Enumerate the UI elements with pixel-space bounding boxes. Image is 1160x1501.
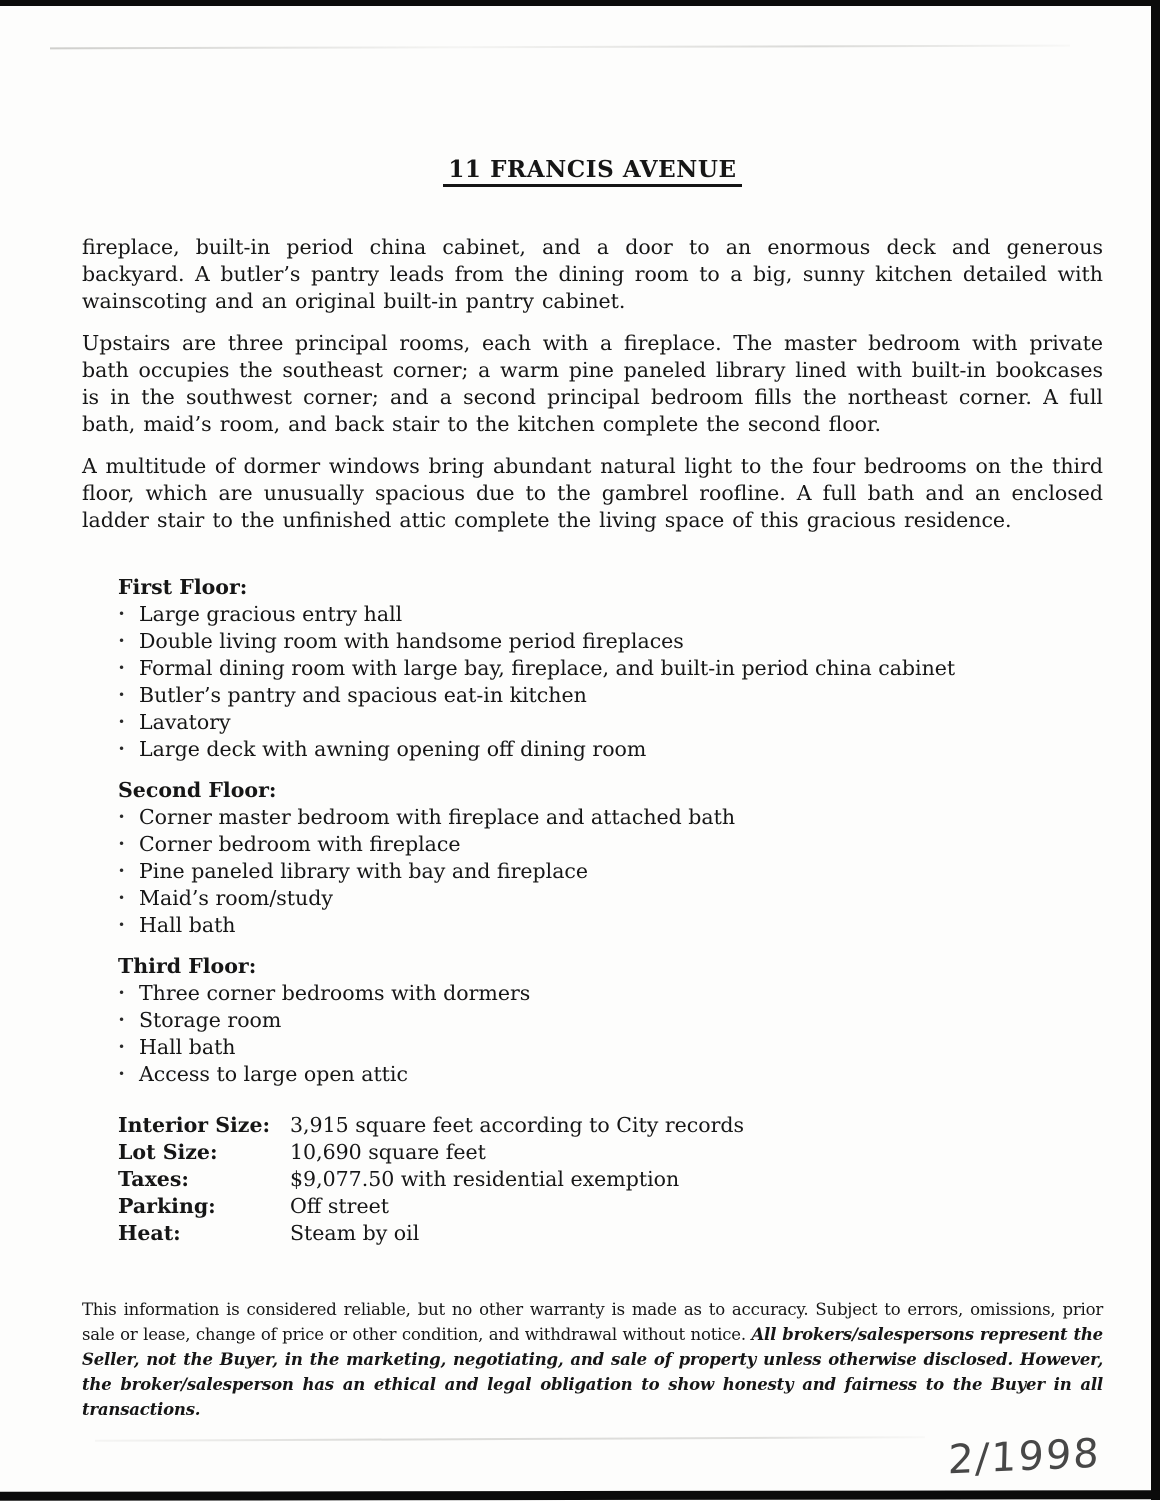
floor-section-first [118,574,1103,763]
disclaimer-normal-text: This information is considered reliable, but no other warranty is made as to accuracy. Subject to errors, omissions, prior sale or lease, change of price or other condition, and withdrawal without notice. [82,1300,1103,1344]
section-heading: Third Floor: [118,954,257,978]
list-item-text: Access to large open attic [139,1062,408,1086]
spec-label: Interior Size: [118,1113,271,1137]
floor-section-second [118,777,1103,939]
feature-list [118,601,1103,763]
bullet-icon: • [118,918,126,932]
list-item [118,1061,1103,1088]
list-item-text: Lavatory [139,710,231,734]
second-floor-paragraph: Upstairs are three principal rooms, each with a fireplace. The master bedroom with private bath occupies the southeast corner; a warm pine paneled library lined with built-in bookcases is in the southwest corner; and a second principal bedroom fills the northeast corner. A full bath, maid’s room, and back stair to the kitchen complete the second floor. [82,331,1103,436]
list-item-text: Hall bath [139,1035,236,1059]
list-item [118,709,1103,736]
spec-value: 3,915 square feet according to City records [290,1113,745,1137]
list-item [118,1007,1103,1034]
bullet-icon: • [118,1040,126,1054]
spec-label: Heat: [118,1221,181,1245]
list-item [118,912,1103,939]
feature-list [118,980,1103,1088]
spec-value: 10,690 square feet [290,1140,486,1164]
section-heading: First Floor: [118,575,248,599]
section-heading: Second Floor: [118,778,277,802]
list-item-text: Storage room [139,1008,282,1032]
list-item-text: Corner bedroom with fireplace [139,832,461,856]
spec-row-lot-size [118,1139,1103,1166]
spec-value: $9,077.50 with residential exemption [290,1167,680,1191]
list-item [118,655,1103,682]
list-item-text: Maid’s room/study [139,886,333,910]
bullet-icon: • [118,864,126,878]
list-item-text: Double living room with handsome period fireplaces [139,629,684,653]
bullet-icon: • [118,715,126,729]
scan-edge-right [1151,0,1160,1500]
bullet-icon: • [118,837,126,851]
spec-label: Taxes: [118,1167,189,1191]
spec-row-parking [118,1193,1103,1220]
floor-lists [118,574,1103,1088]
bullet-icon: • [118,891,126,905]
intro-paragraph: fireplace, built-in period china cabinet, and a door to an enormous deck and generous backyard. A butler’s pantry leads from the dining room to a big, sunny kitchen detailed with wainscoting and an original built-in pantry cabinet. [82,235,1103,313]
handwritten-date: 2/1998 [947,1430,1102,1484]
spec-row-interior-size [118,1112,1103,1139]
feature-list [118,804,1103,939]
list-item [118,601,1103,628]
bullet-icon: • [118,688,126,702]
list-item [118,980,1103,1007]
floor-section-third [118,953,1103,1088]
list-item [118,1034,1103,1061]
list-item-text: Butler’s pantry and spacious eat-in kitchen [139,683,587,707]
bullet-icon: • [118,1013,126,1027]
bullet-icon: • [118,1067,126,1081]
list-item [118,736,1103,763]
bullet-icon: • [118,810,126,824]
list-item [118,682,1103,709]
list-item-text: Large gracious entry hall [139,602,403,626]
scan-edge-bottom [0,1490,1160,1501]
title-block [82,156,1103,187]
bullet-icon: • [118,661,126,675]
list-item [118,885,1103,912]
list-item [118,804,1103,831]
list-item-text: Formal dining room with large bay, fireplace, and built-in period china cabinet [139,656,956,680]
page-title: 11 FRANCIS AVENUE [443,156,741,187]
listing-sheet [82,0,1103,1422]
legal-disclaimer [82,1297,1103,1422]
list-item [118,831,1103,858]
list-item-text: Large deck with awning opening off dining room [139,737,647,761]
list-item-text: Three corner bedrooms with dormers [139,981,531,1005]
spec-label: Lot Size: [118,1140,218,1164]
bullet-icon: • [118,742,126,756]
list-item [118,628,1103,655]
list-item-text: Hall bath [139,913,236,937]
bullet-icon: • [118,634,126,648]
spec-value: Steam by oil [290,1221,420,1245]
property-specs [118,1112,1103,1247]
scan-artifact-line [95,1436,925,1442]
bullet-icon: • [118,986,126,1000]
list-item-text: Corner master bedroom with fireplace and attached bath [139,805,736,829]
disclaimer-italic-text: All brokers/salespersons represent the Seller, not the Buyer, in the marketing, negotiating, and sale of property unless otherwise disclosed. However, the broker/salesperson has an ethical and legal obligation to show honesty and fairness to the Buyer in all transactions. [82,1325,1103,1419]
list-item [118,858,1103,885]
spec-value: Off street [290,1194,389,1218]
third-floor-paragraph: A multitude of dormer windows bring abundant natural light to the four bedrooms on the third floor, which are unusually spacious due to the gambrel roofline. A full bath and an enclosed ladder stair to the unfinished attic complete the living space of this gracious residence. [82,454,1103,532]
spec-row-taxes [118,1166,1103,1193]
bullet-icon: • [118,607,126,621]
spec-row-heat [118,1220,1103,1247]
list-item-text: Pine paneled library with bay and fireplace [139,859,589,883]
spec-label: Parking: [118,1194,216,1218]
